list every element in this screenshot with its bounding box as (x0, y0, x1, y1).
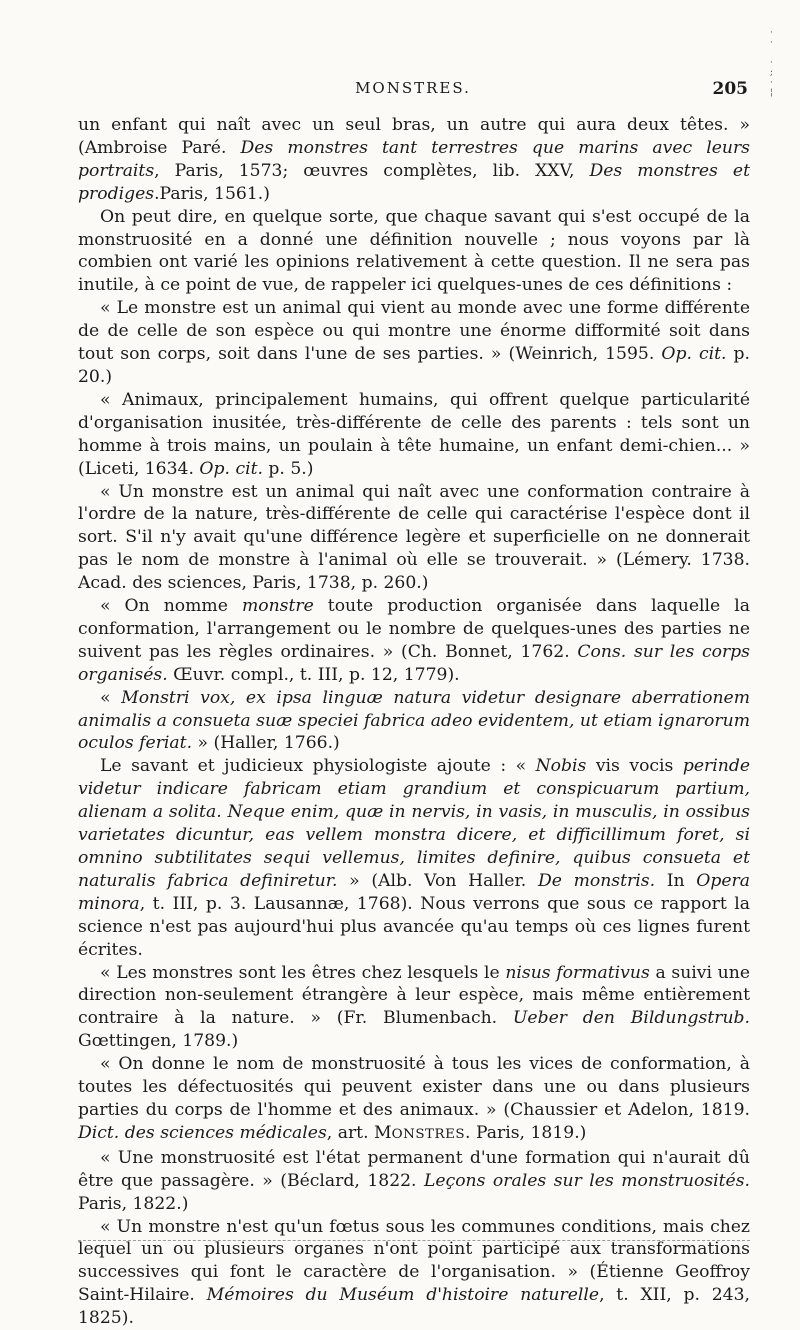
italic-text: Des monstres et prodiges (78, 161, 750, 204)
footer-rule (78, 1240, 750, 1241)
italic-text: Op. cit. (661, 344, 726, 364)
margin-scan-marks: · · · ; · ¦ (770, 28, 784, 88)
italic-text: monstre (242, 596, 314, 616)
text-run: On peut dire, en quelque sorte, que chaque savant qui s'est occupé de la monstruosité en a donné une définition nouvelle ; nous voyons par là combien ont varié les opinions relativement à cette question. Il ne sera pas inutile, à ce point de vue, de rappeler ici quelques-unes de ces définitions : (78, 207, 750, 296)
page-header (78, 79, 748, 103)
text-run: « Un monstre est un animal qui naît avec une conformation contraire à l'ordre de la nature, très-différente de celle qui caractérise l'espèce dont il sort. S'il n'y avait qu'une différence legère et superficielle on ne donnerait pas le nom de monstre à l'animal où elle se trouverait. » (Lémery. 1738. Acad. des sciences, Paris, 1738, p. 260.) (78, 482, 750, 594)
text-run: « Un monstre n'est qu'un fœtus sous les communes conditions, mais chez lequel un ou plusieurs organes n'ont point participé aux transformations successives qui font le caractère de l'organisation. » (Étienne Geoffroy Saint-Hilaire. (78, 1217, 750, 1306)
text-run: p. 5.) (263, 459, 314, 479)
text-run: . Paris, 1819.) (465, 1123, 586, 1143)
italic-text: Monstri vox, ex ipsa linguæ natura videtur designare aberrationem animalis a consueta suæ speciei fabrica adeo evidentem, ut etiam ignarorum oculos feriat. (78, 688, 750, 754)
paragraph (78, 755, 750, 961)
text-run: .Paris, 1561.) (154, 184, 270, 204)
italic-text: Leçons orales sur les monstruosités. (424, 1171, 750, 1191)
text-run: » (Alb. Von Haller. (338, 871, 538, 891)
text-run: « On nomme (100, 596, 242, 616)
text-run: p. 20.) (78, 344, 750, 387)
text-run: , Paris, 1573; œuvres complètes, lib. XXV, (154, 161, 589, 181)
text-run: , t. XII, p. 243, 1825). (78, 1285, 750, 1328)
text-run: Paris, 1822.) (78, 1194, 188, 1214)
text-run: « Le monstre est un animal qui vient au monde avec une forme différente de de celle de son espèce ou qui montre une énorme difformité soit dans tout son corps, soit dans l'une de ses parties. » (Weinrich, 1595. (78, 298, 750, 364)
text-run: , art. M (327, 1123, 392, 1143)
paragraph (78, 206, 750, 298)
text-run: a suivi une direction non-seulement étrangère à leur espèce, mais même entièrement contraire à la nature. » (Fr. Blumenbach. (78, 963, 750, 1029)
text-run: Le savant et judicieux physiologiste ajoute : « (100, 756, 536, 776)
text-run: » (Haller, 1766.) (192, 733, 340, 753)
paragraph (78, 1147, 750, 1216)
paragraph (78, 297, 750, 389)
text-run: Œuvr. compl., t. III, p. 12, 1779). (168, 665, 460, 685)
text-run: « Une monstruosité est l'état permanent d'une formation qui n'aurait dû être que passagère. » (Béclard, 1822. (78, 1148, 750, 1191)
italic-text: De monstris. (538, 871, 655, 891)
italic-text: perinde videtur indicare fabricam etiam grandium et conspicuarum partium, alienam a solita. Neque enim, quæ in nervis, in vasis, in musculis, in ossibus varietates dicuntur, eas vellem monstra dicere, et difficillimum foret, si omnino subtilitates sequi vellemus, limites definire, quibus consueta et naturalis fabrica definiretur. (78, 756, 750, 891)
italic-text: Mémoires du Muséum d'histoire naturelle (207, 1285, 599, 1305)
text-run: toute production organisée dans laquelle la conformation, l'arrangement ou le nombre de quelques-unes des parties ne suivent pas les règles ordinaires. » (Ch. Bonnet, 1762. (78, 596, 750, 662)
italic-text: Op. cit. (199, 459, 263, 479)
italic-text: Opera minora (78, 871, 750, 914)
italic-text: Ueber den Bildungstrub. (513, 1008, 750, 1028)
text-run: vis vocis (586, 756, 683, 776)
text-run: « On donne le nom de monstruosité à tous les vices de conformation, à toutes les défectuosités qui peuvent exister dans une ou dans plusieurs parties du corps de l'homme et des animaux. » (Chaussier et Adelon, 1819. (78, 1054, 750, 1120)
italic-text: Dict. des sciences médicales (78, 1123, 327, 1143)
text-run: « (100, 688, 121, 708)
body-text (78, 114, 750, 1330)
text-run: « Les monstres sont les êtres chez lesquels le (100, 963, 505, 983)
small-caps-text: ONSTRES (392, 1127, 465, 1142)
paragraph (78, 389, 750, 481)
text-run: « Animaux, principalement humains, qui offrent quelque particularité d'organisation inusitée, très-différente de celle des parents : tels sont un homme à trois mains, un poulain à tête humaine, un enfant demi-chien... » (Liceti, 1634. (78, 390, 750, 479)
italic-text: Nobis (536, 756, 587, 776)
paragraph (78, 595, 750, 687)
paragraph (78, 114, 750, 206)
paragraph (78, 481, 750, 596)
text-run: In (655, 871, 696, 891)
italic-text: Des monstres tant terrestres que marins avec leurs portraits (78, 138, 750, 181)
paragraph (78, 962, 750, 1054)
text-run: , t. III, p. 3. Lausannæ, 1768). Nous verrons que sous ce rapport la science n'est pas aujourd'hui plus avancée qu'au temps où ces lignes furent écrites. (78, 894, 750, 960)
paragraph (78, 687, 750, 756)
text-run: Gœttingen, 1789.) (78, 1031, 238, 1051)
paragraph (78, 1053, 750, 1147)
text-run: un enfant qui naît avec un seul bras, un autre qui aura deux têtes. » (Ambroise Paré. (78, 115, 750, 158)
running-title: MONSTRES. (78, 79, 748, 97)
italic-text: nisus formativus (505, 963, 649, 983)
page-number: 205 (713, 79, 749, 99)
italic-text: Cons. sur les corps organisés. (78, 642, 750, 685)
